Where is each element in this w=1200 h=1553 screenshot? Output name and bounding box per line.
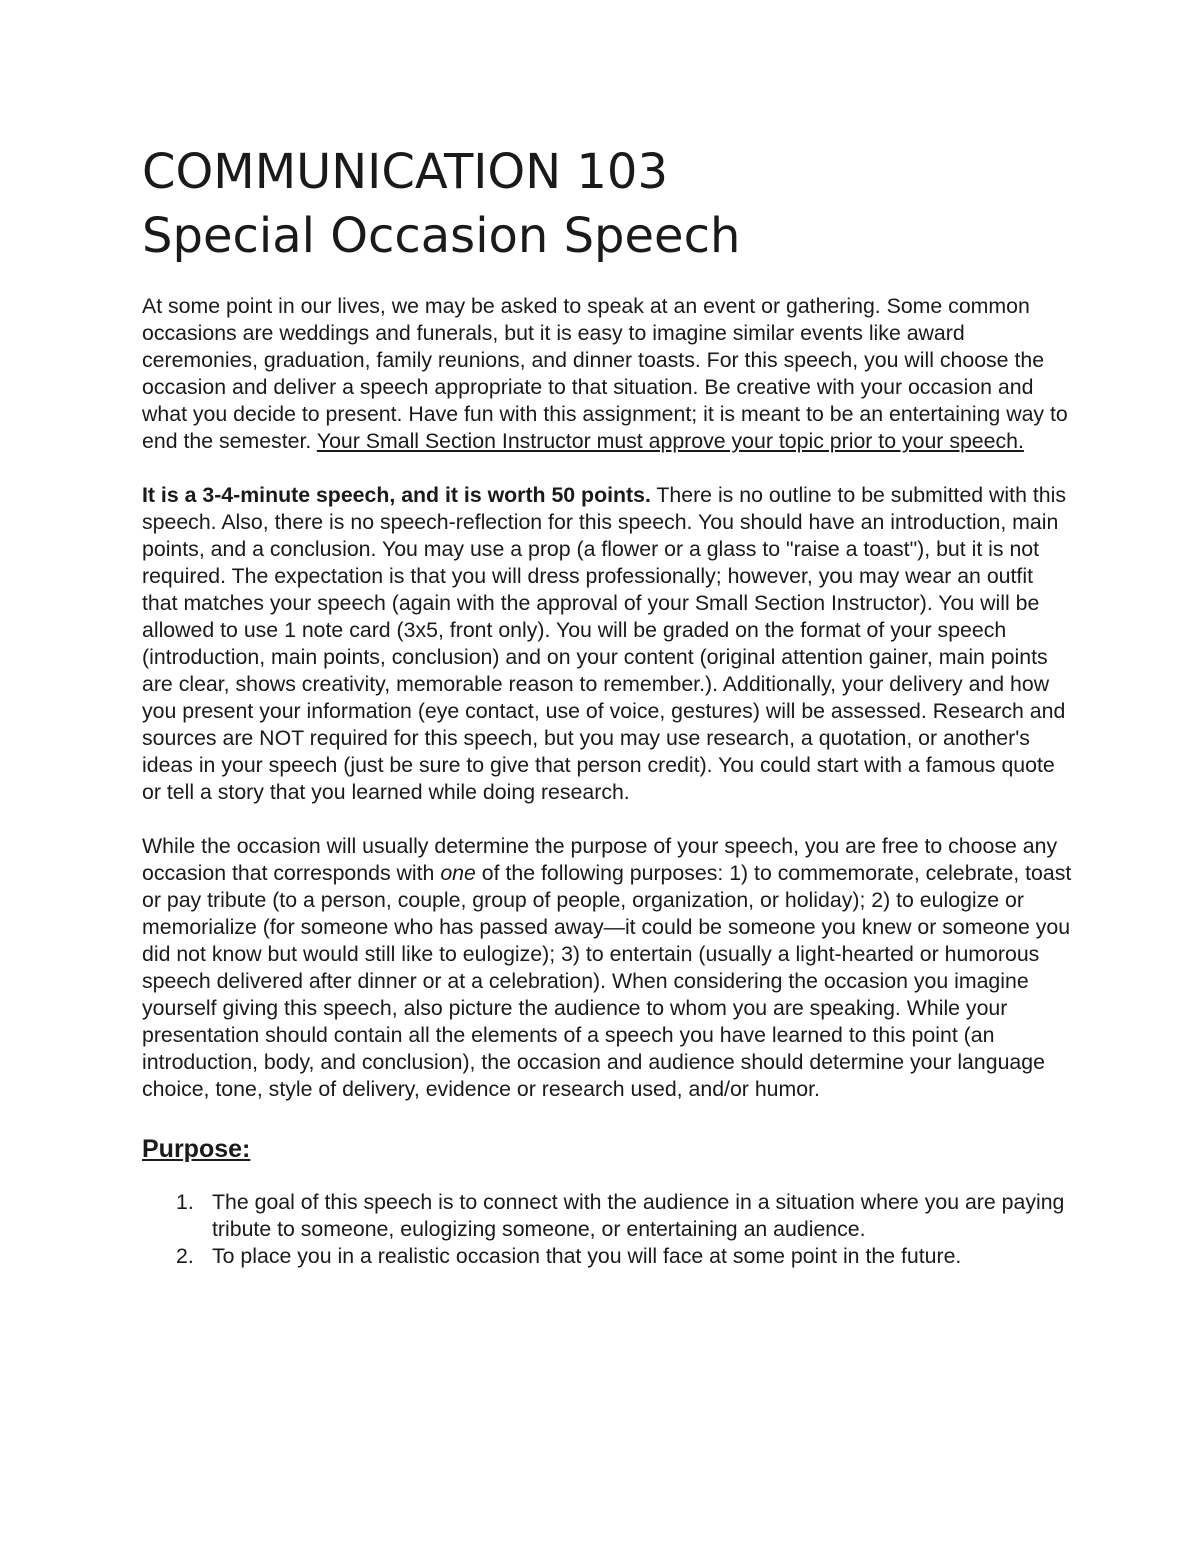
- document-page: [142, 140, 1072, 1270]
- purpose-item-number: 2.: [176, 1244, 194, 1268]
- occasion-text-after: of the following purposes: 1) to commemorate, celebrate, toast or pay tribute (to a person, couple, group of people, organization, or holiday); 2) to eulogize or memorialize (for someone who has passed away—it could be someone you knew or someone you did not know but would still like to eulogize); 3) to entertain (usually a light-hearted or humorous speech delivered after dinner or at a celebration). When considering the occasion you imagine yourself giving this speech, also picture the audience to whom you are speaking. While your presentation should contain all the elements of a speech you have learned to this point (an introduction, body, and conclusion), the occasion and audience should determine your language choice, tone, style of delivery, evidence or research used, and/or humor.: [142, 861, 1072, 1101]
- intro-paragraph-text: At some point in our lives, we may be asked to speak at an event or gathering. Some common occasions are weddings and funerals, but it is easy to imagine similar events like award ceremonies, graduation, family reunions, and dinner toasts. For this speech, you will choose the occasion and deliver a speech appropriate to that situation. Be creative with your occasion and what you decide to present. Have fun with this assignment; it is meant to be an entertaining way to end the semester.: [142, 294, 1068, 453]
- purpose-item-text: The goal of this speech is to connect with the audience in a situation where you are paying tribute to someone, eulogizing someone, or entertaining an audience.: [212, 1190, 1065, 1241]
- purpose-item-text: To place you in a realistic occasion that you will face at some point in the future.: [212, 1244, 962, 1268]
- purpose-item-number: 1.: [176, 1190, 194, 1214]
- purpose-heading: Purpose:: [142, 1135, 251, 1163]
- intro-paragraph: [142, 293, 1072, 455]
- purpose-item: [142, 1189, 1072, 1243]
- purpose-item: [142, 1243, 1072, 1270]
- occasion-emphasis: one: [440, 861, 476, 885]
- requirements-summary: It is a 3-4-minute speech, and it is worth 50 points.: [142, 483, 651, 507]
- approval-note: Your Small Section Instructor must approve your topic prior to your speech.: [316, 429, 1024, 453]
- requirements-text: There is no outline to be submitted with this speech. Also, there is no speech-reflection for this speech. You should have an introduction, main points, and a conclusion. You may use a prop (a flower or a glass to "raise a toast"), but it is not required. The expectation is that you will dress professionally; however, you may wear an outfit that matches your speech (again with the approval of your Small Section Instructor). You will be allowed to use 1 note card (3x5, front only). You will be graded on the format of your speech (introduction, main points, conclusion) and on your content (original attention gainer, main points are clear, shows creativity, memorable reason to remember.). Additionally, your delivery and how you present your information (eye contact, use of voice, gestures) will be assessed. Research and sources are NOT required for this speech, but you may use research, a quotation, or another's ideas in your speech (just be sure to give that person credit). You could start with a famous quote or tell a story that you learned while doing research.: [142, 483, 1066, 804]
- occasion-text-before: While the occasion will usually determine the purpose of your speech, you are free to choose any occasion that corresponds with: [142, 834, 1058, 885]
- occasion-paragraph: [142, 833, 1072, 1103]
- title-course: COMMUNICATION 103: [142, 144, 668, 200]
- title-assignment: Special Occasion Speech: [142, 208, 741, 264]
- document-title: [142, 140, 1072, 268]
- purpose-list: [142, 1189, 1072, 1270]
- requirements-paragraph: [142, 482, 1072, 806]
